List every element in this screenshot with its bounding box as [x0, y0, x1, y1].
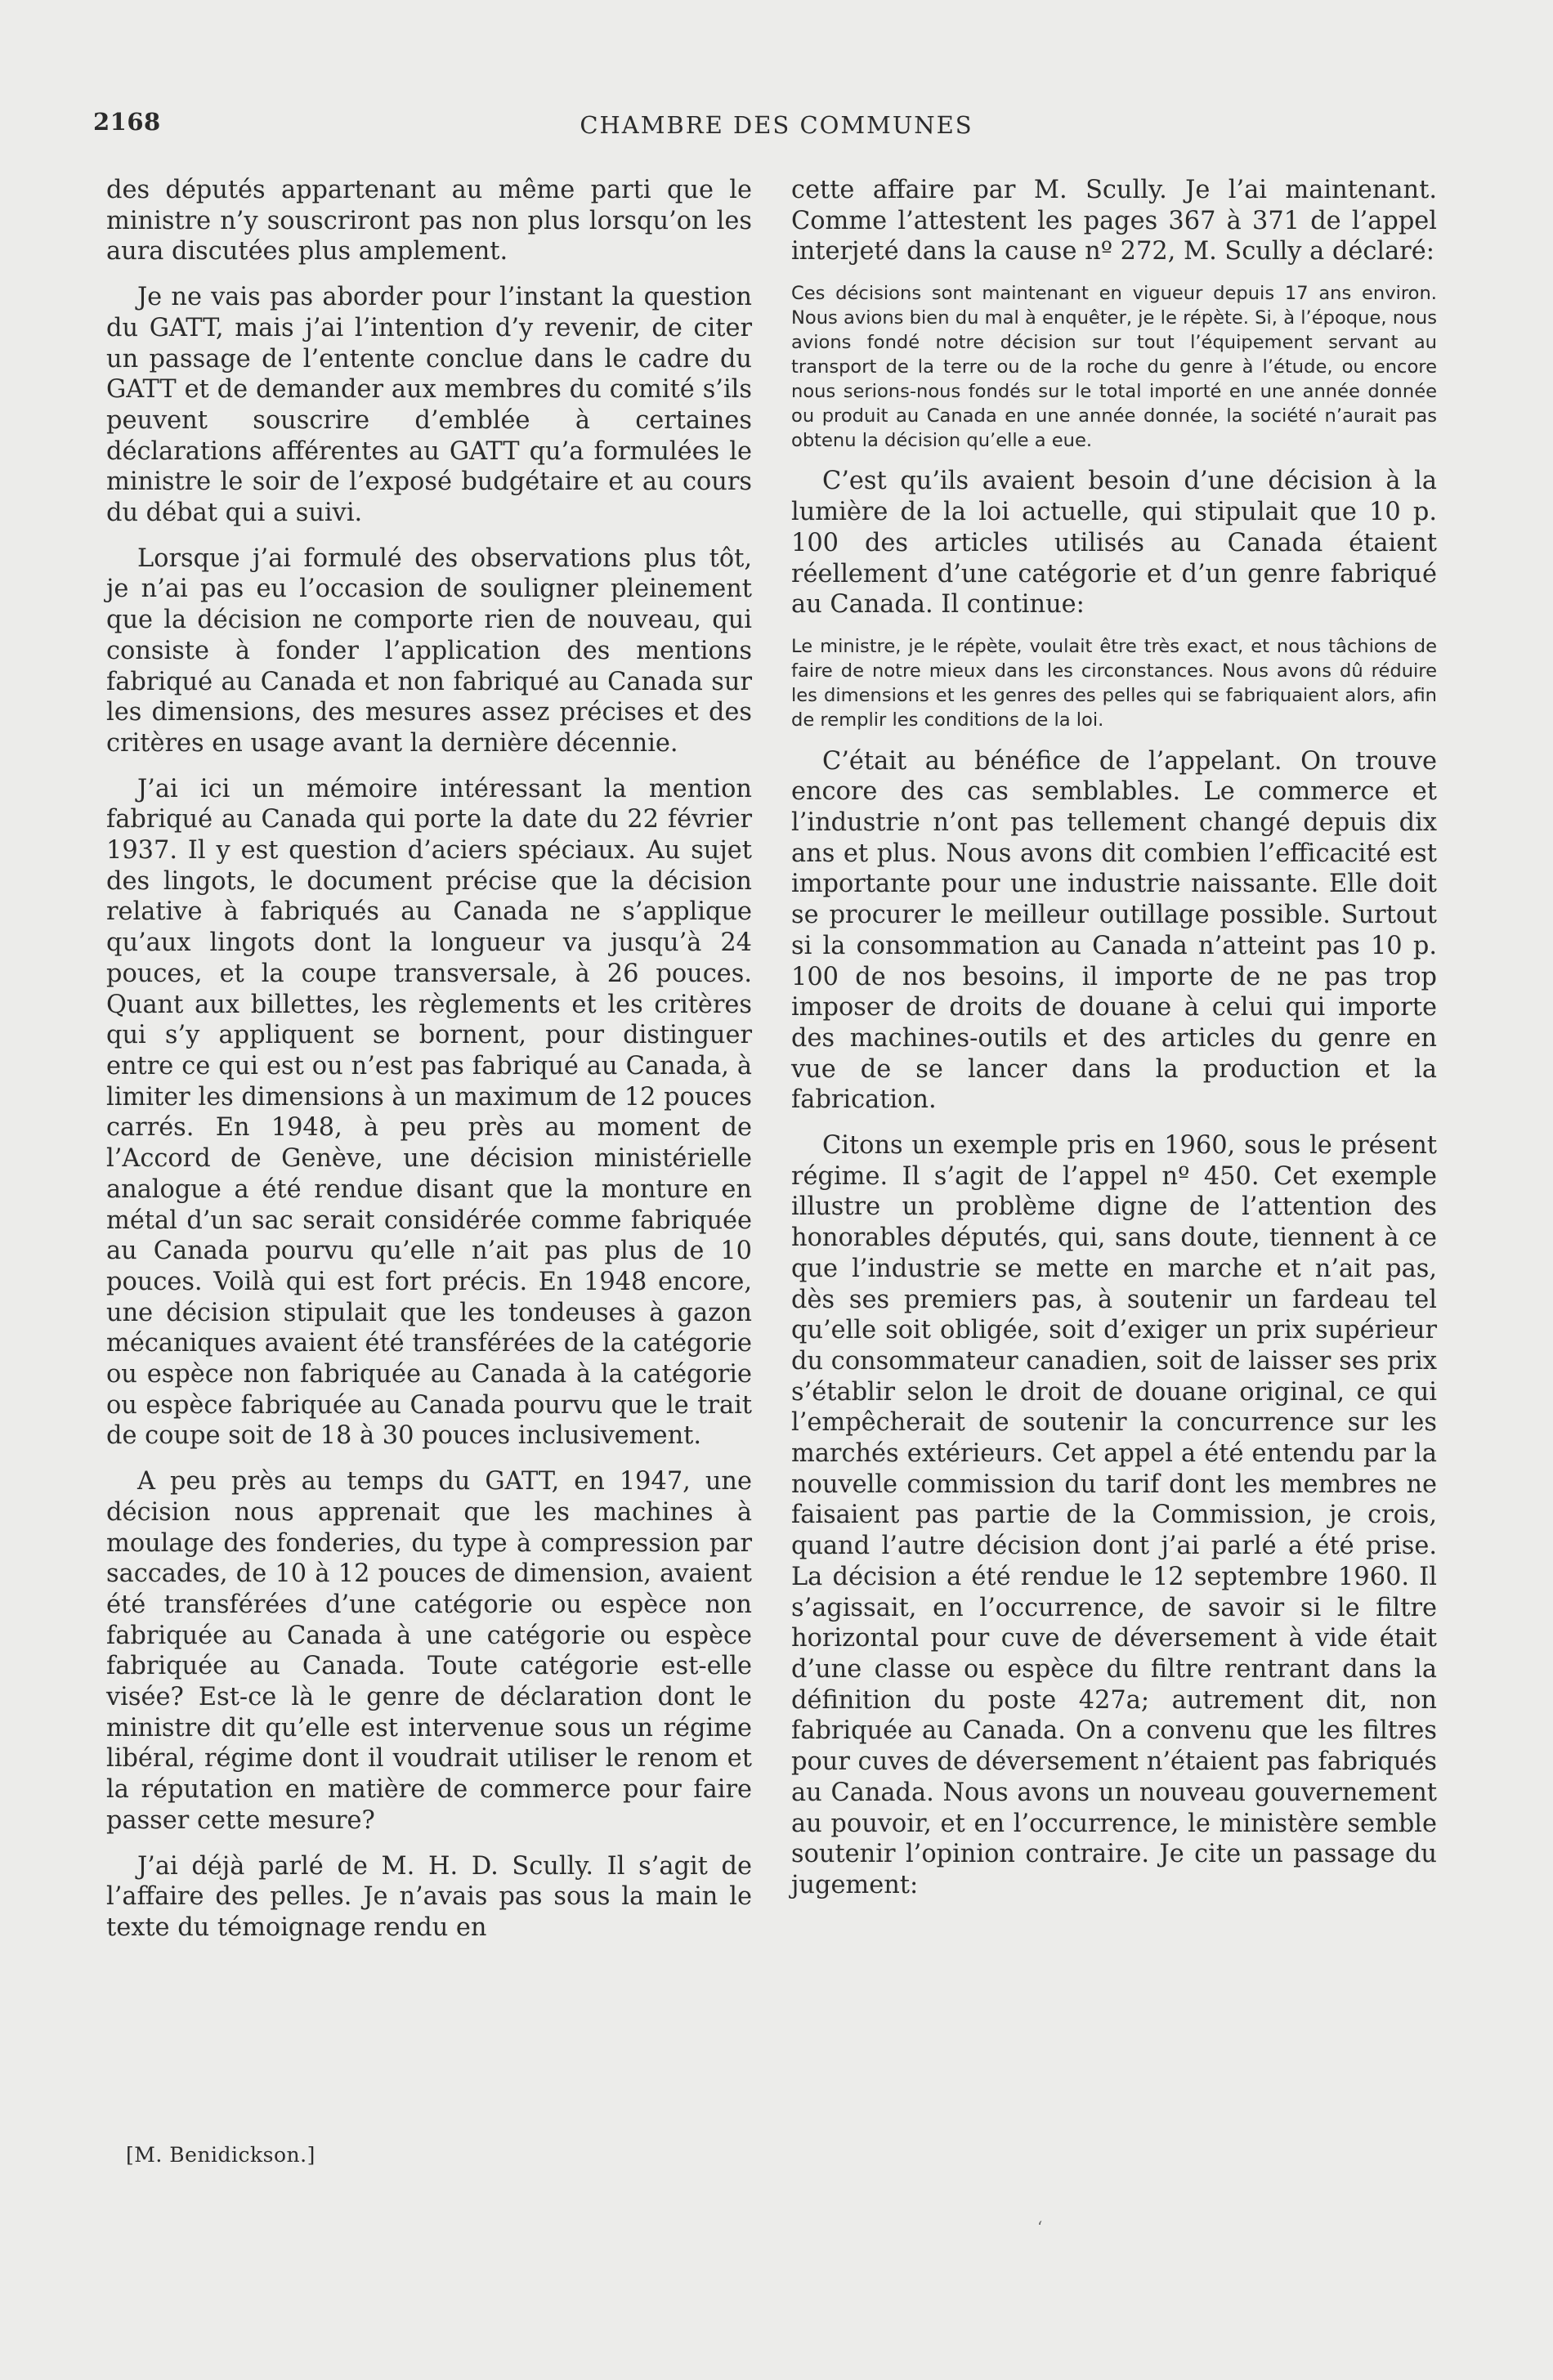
- speaker-attribution: [M. Benidickson.]: [126, 2143, 316, 2167]
- left-paragraph-1: des députés appartenant au même parti que le ministre n’y souscriront pas non plus lorsqu’on les aura discutées plus amplement.: [106, 176, 752, 266]
- quotation-2: Le ministre, je le répète, voulait être très exact, et nous tâchions de faire de notre mieux dans les circonstances. Nous avons dû réduire les dimensions et les genres des pelles qui se fabriquaient alors, afin de remplir les conditions de la loi.: [791, 635, 1437, 731]
- left-paragraph-3: Lorsque j’ai formulé des observations plus tôt, je n’ai pas eu l’occasion de souligner pleinement que la décision ne comporte rien de nouveau, qui consiste à fonder l’application des mentions fabriqué au Canada et non fabriqué au Canada sur les dimensions, des mesures assez précises et des critères en usage avant la dernière décennie.: [106, 544, 752, 758]
- left-paragraph-2: Je ne vais pas aborder pour l’instant la question du GATT, mais j’ai l’intention d’y revenir, de citer un passage de l’entente conclue dans le cadre du GATT et de demander aux membres du comité s’ils peuvent souscrire d’emblée à certaines déclarations afférentes au GATT qu’a formulées le ministre le soir de l’exposé budgétaire et au cours du débat qui a suivi.: [106, 283, 752, 528]
- left-paragraph-4: J’ai ici un mémoire intéressant la mention fabriqué au Canada qui porte la date du 22 février 1937. Il y est question d’aciers spéciaux. Au sujet des lingots, le document précise que la décision relative à fabriqués au Canada ne s’applique qu’aux lingots dont la longueur va jusqu’à 24 pouces, et la coupe transversale, à 26 pouces. Quant aux billettes, les règlements et les critères qui s’y appliquent se bornent, pour distinguer entre ce qui est ou n’est pas fabriqué au Canada, à limiter les dimensions à un maximum de 12 pouces carrés. En 1948, à peu près au moment de l’Accord de Genève, une décision ministérielle analogue a été rendue disant que la monture en métal d’un sac serait considérée comme fabriquée au Canada pourvu qu’elle n’ait pas plus de 10 pouces. Voilà qui est fort précis. En 1948 encore, une décision stipulait que les tondeuses à gazon mécaniques avaient été transférées de la catégorie ou espèce non fabriquée au Canada à la catégorie ou espèce fabriquée au Canada pourvu que le trait de coupe soit de 18 à 30 pouces inclusivement.: [106, 774, 752, 1451]
- left-paragraph-6: J’ai déjà parlé de M. H. D. Scully. Il s’agit de l’affaire des pelles. Je n’avais pas sous la main le texte du témoignage rendu en: [106, 1851, 752, 1942]
- ink-mark: ‘: [1037, 2217, 1043, 2237]
- page-header-title: CHAMBRE DES COMMUNES: [580, 111, 973, 139]
- right-column: [791, 175, 1437, 1916]
- left-column: [106, 175, 752, 1958]
- right-paragraph-3: C’était au bénéfice de l’appelant. On trouve encore des cas semblables. Le commerce et l’industrie n’ont pas tellement changé depuis dix ans et plus. Nous avons dit combien l’efficacité est importante pour une industrie naissante. Elle doit se procurer le meilleur outillage possible. Surtout si la consommation au Canada n’atteint pas 10 p. 100 de nos besoins, il importe de ne pas trop imposer de droits de douane à celui qui importe des machines-outils et des articles du genre en vue de se lancer dans la production et la fabrication.: [791, 746, 1437, 1115]
- right-paragraph-2: C’est qu’ils avaient besoin d’une décision à la lumière de la loi actuelle, qui stipulait que 10 p. 100 des articles utilisés au Canada étaient réellement d’une catégorie et d’un genre fabriqué au Canada. Il continue:: [791, 467, 1437, 620]
- page-number: 2168: [93, 108, 161, 136]
- left-paragraph-5: A peu près au temps du GATT, en 1947, une décision nous apprenait que les machines à moulage des fonderies, du type à compression par saccades, de 10 à 12 pouces de dimension, avaient été transférées d’une catégorie ou espèce non fabriquée au Canada à une catégorie ou espèce fabriquée au Canada. Toute catégorie est-elle visée? Est-ce là le genre de déclaration dont le ministre dit qu’elle est intervenue sous un régime libéral, régime dont il voudrait utiliser le renom et la réputation en matière de commerce pour faire passer cette mesure?: [106, 1467, 752, 1835]
- quotation-1: Ces décisions sont maintenant en vigueur depuis 17 ans environ. Nous avions bien du mal à enquêter, je le répète. Si, à l’époque, nous avions fondé notre décision sur tout l’équipement servant au transport de la terre ou de la roche du genre à l’étude, ou encore nous serions-nous fondés sur le total importé en une année donnée ou produit au Canada en une année donnée, la société n’aurait pas obtenu la décision qu’elle a eue.: [791, 283, 1437, 451]
- right-paragraph-1: cette affaire par M. Scully. Je l’ai maintenant. Comme l’attestent les pages 367 à 371 de l’appel interjeté dans la cause nº 272, M. Scully a déclaré:: [791, 176, 1437, 266]
- right-paragraph-4: Citons un exemple pris en 1960, sous le présent régime. Il s’agit de l’appel nº 450. Cet exemple illustre un problème digne de l’attention des honorables députés, qui, sans doute, tiennent à ce que l’industrie se mette en marche et n’ait pas, dès ses premiers pas, à soutenir un fardeau tel qu’elle soit obligée, soit d’exiger un prix supérieur du consommateur canadien, soit de laisser ses prix s’établir selon le droit de douane original, ce qui l’empêcherait de soutenir la concurrence sur les marchés extérieurs. Cet appel a été entendu par la nouvelle commission du tarif dont les membres ne faisaient pas partie de la Commission, je crois, quand l’autre décision dont j’ai parlé a été prise. La décision a été rendue le 12 septembre 1960. Il s’agissait, en l’occurrence, de savoir si le filtre horizontal pour cuve de déversement à vide était d’une classe ou espèce du filtre rentrant dans la définition du poste 427a; autrement dit, non fabriquée au Canada. On a convenu que les filtres pour cuves de déversement n’étaient pas fabriqués au Canada. Nous avons un nouveau gouvernement au pouvoir, et en l’occurrence, le ministère semble soutenir l’opinion contraire. Je cite un passage du jugement:: [791, 1131, 1437, 1899]
